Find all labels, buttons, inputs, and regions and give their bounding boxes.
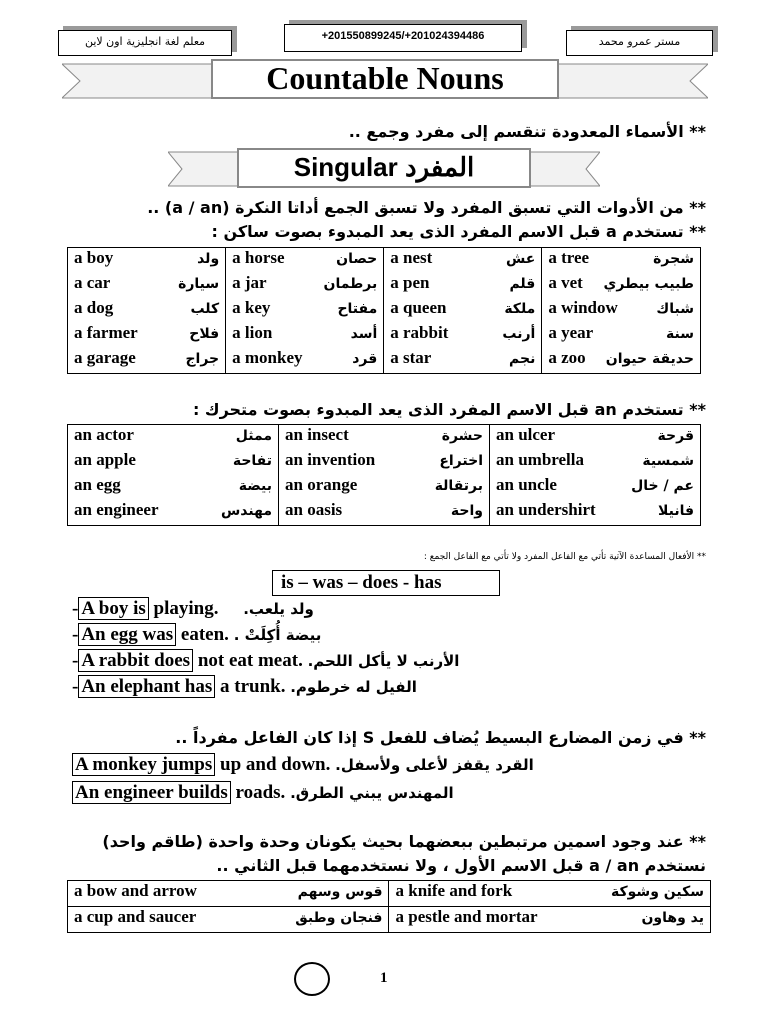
vocab-row: an egg بيضة [74,475,272,494]
pair-cell: a pestle and mortar يد وهاون [389,907,711,933]
vocab-row: a monkey قرد [232,348,378,367]
pairs-table [67,880,711,933]
vocab-row: an uncle عم / خال [496,475,694,494]
vocab-row: a jar برطمان [232,273,378,292]
an-article-table [67,424,701,526]
table-row [68,907,711,933]
pairs-heading-2: نستخدم a / an قبل الاسم الأول ، ولا نستخدمهما قبل الثاني .. [216,856,706,875]
vocab-row: a dog كلب [74,298,220,317]
aux-example-3: - A rabbit does not eat meat. الأرنب لا يأكل اللحم. [72,650,460,671]
vocab-row: an insect حشرة [285,425,483,444]
intro-text: ** الأسماء المعدودة تنقسم إلى مفرد وجمع .. [348,122,706,141]
vocab-row: a car سيارة [74,273,220,292]
vocab-row: an oasis واحة [285,500,483,519]
present-simple-heading: ** في زمن المضارع البسيط يُضاف للفعل S إذا كان الفاعل مفرداً .. [175,728,706,747]
vocab-row: an apple تفاحة [74,450,272,469]
an-heading: ** تستخدم an قبل الاسم المفرد الذى يعد المبدوء بصوت متحرك : [192,400,706,419]
vocab-row: a nest عش [390,248,536,267]
footer-circle-icon [294,962,330,996]
vocab-row: an actor ممثل [74,425,272,444]
an-col-2 [279,425,490,526]
vocab-row: a tree شجرة [548,248,694,267]
vocab-row: a window شباك [548,298,694,317]
pair-cell: a bow and arrow قوس وسهم [68,881,389,907]
pair-cell: a knife and fork سكين وشوكة [389,881,711,907]
pairs-heading-1: ** عند وجود اسمين مرتبطين ببعضهما بحيث يكونان وحدة واحدة (طاقم واحد) [102,832,706,851]
present-example-2: An engineer builds roads. المهندس يبني الطرق. [72,782,454,804]
present-example-1: A monkey jumps up and down. القرد يقفز لأعلى ولأسفل. [72,754,534,776]
aux-verbs-box: is – was – does - has [272,570,500,596]
vocab-row: an undershirt فانيلا [496,500,694,519]
aux-example-1: - A boy is playing. ولد يلعب. [72,598,314,619]
articles-line-1: ** من الأدوات التي تسبق المفرد ولا تسبق الجمع أداتا النكرة (a / an) .. [147,198,706,217]
an-col-3 [490,425,701,526]
table-row [68,881,711,907]
vocab-row: a year سنة [548,323,694,342]
aux-note: ** الأفعال المساعدة الآتية تأتي مع الفاعل المفرد ولا تأتي مع الفاعل الجمع : [423,552,706,562]
page-number: 1 [380,970,388,986]
vocab-row: an engineer مهندس [74,500,272,519]
page-title: Countable Nouns [266,60,504,96]
a-col-2 [226,248,384,374]
vocab-row: a star نجم [390,348,536,367]
teacher-title-box: معلم لغة انجليزية اون لاين [58,30,232,56]
vocab-row: a lion أسد [232,323,378,342]
phone-box: +201550899245/+201024394486 [284,24,522,52]
a-article-table [67,247,701,374]
vocab-row: a garage جراج [74,348,220,367]
teacher-name-box: مستر عمرو محمد [566,30,713,56]
vocab-row: a vet طبيب بيطري [548,273,694,292]
a-col-4 [542,248,701,374]
vocab-row: a boy ولد [74,248,220,267]
aux-example-2: - An egg was eaten. بيضة أُكِلَتْ . [72,624,322,645]
vocab-row: a farmer فلاح [74,323,220,342]
singular-heading: Singular المفرد [293,152,475,182]
an-col-1 [68,425,279,526]
vocab-row: a horse حصان [232,248,378,267]
vocab-row: a queen ملكة [390,298,536,317]
title-ribbon [62,58,708,104]
pair-cell: a cup and saucer فنجان وطبق [68,907,389,933]
vocab-row: an invention اختراع [285,450,483,469]
vocab-row: a zoo حديقة حيوان [548,348,694,367]
articles-line-2: ** تستخدم a قبل الاسم المفرد الذى يعد المبدوء بصوت ساكن : [211,222,706,241]
vocab-row: an ulcer قرحة [496,425,694,444]
a-col-1 [68,248,226,374]
a-col-3 [384,248,542,374]
vocab-row: a pen قلم [390,273,536,292]
singular-ribbon [168,148,600,190]
vocab-row: a key مفتاح [232,298,378,317]
vocab-row: an umbrella شمسية [496,450,694,469]
aux-example-4: - An elephant has a trunk. الفيل له خرطوم. [72,676,417,697]
vocab-row: a rabbit أرنب [390,323,536,342]
vocab-row: an orange برتقالة [285,475,483,494]
